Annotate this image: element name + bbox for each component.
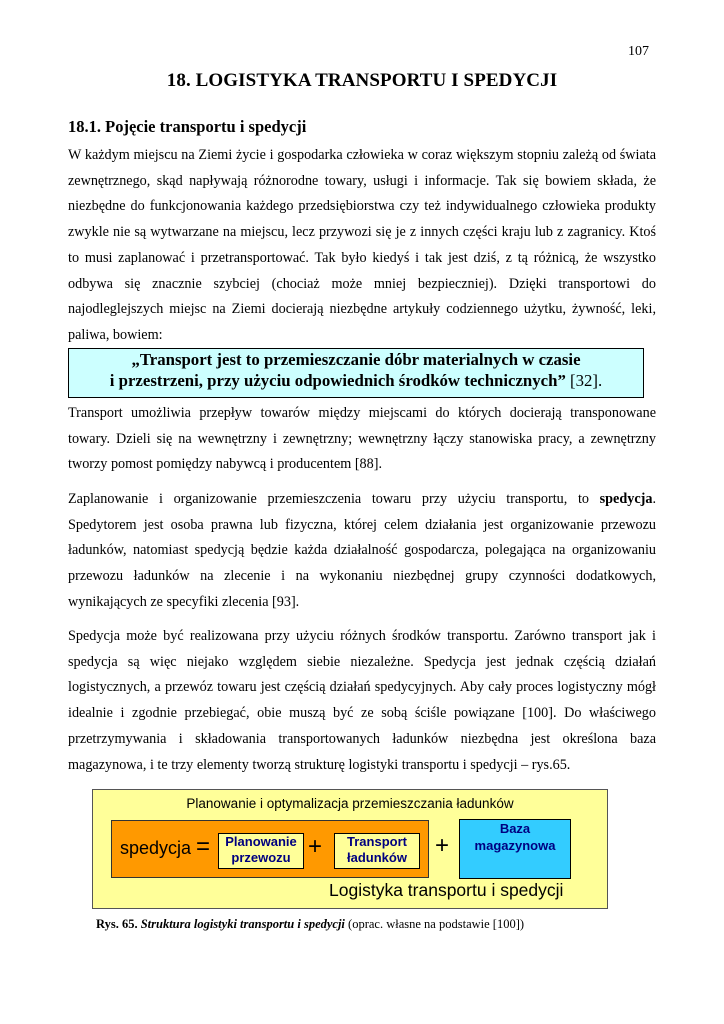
plus-sign-2: + bbox=[435, 832, 450, 859]
paragraph-transport: Transport umożliwia przepływ towarów między miejscami do których docierają transponowane towary. Dzieli się na wewnętrzny i zewnętrzny; wewnętrzny łączy stanowiska pracy, a zewnętrzny tworzy pomost pomiędzy nabywcą i producentem [88]. bbox=[68, 405, 656, 473]
diagram-top-label: Planowanie i optymalizacja przemieszczania ładunków bbox=[186, 796, 514, 811]
warehouse-box: Baza magazynowa bbox=[459, 819, 571, 879]
caption-title: Struktura logistyki transportu i spedycji bbox=[137, 917, 345, 931]
spedycja-panel bbox=[111, 820, 429, 878]
figure-caption bbox=[96, 917, 524, 932]
para3-before: Zaplanowanie i organizowanie przemieszczenia towaru przy użyciu transportu, to bbox=[68, 491, 600, 507]
caption-source: (oprac. własne na podstawie [100]) bbox=[344, 917, 525, 931]
planning-box: Planowanie przewozu bbox=[218, 833, 304, 869]
para3-bold-term: spedycja bbox=[599, 491, 653, 507]
equals-sign: = bbox=[196, 833, 211, 860]
definition-quote-box bbox=[68, 348, 644, 398]
transport-box: Transport ładunków bbox=[334, 833, 420, 869]
spedycja-label: spedycja bbox=[120, 838, 192, 858]
logistics-structure-diagram bbox=[92, 789, 608, 909]
chapter-title: 18. LOGISTYKA TRANSPORTU I SPEDYCJI bbox=[166, 70, 558, 91]
page-number: 107 bbox=[628, 44, 649, 59]
paragraph-logistics: Spedycja może być realizowana przy użyciu różnych środków transportu. Zarówno transport jak i spedycja są więc niejako względem siebie niezależne. Spedycja jest jednak częścią działań logistycznych, a przewóz towaru jest częścią działań spedycyjnych. Aby cały proces logistyczny mógł idealnie i zgodnie przebiegać, obie muszą być ze sobą ściśle powiązane [100]. Do właściwego przetrzymywania i składowania transportowanych ładunków niezbędna jest określona baza magazynowa, i te trzy elementy tworzą strukturę logistyki transportu i spedycji – rys.65. bbox=[68, 628, 656, 773]
section-title: 18.1. Pojęcie transportu i spedycji bbox=[68, 117, 307, 136]
paragraph-spedycja bbox=[68, 487, 656, 616]
quote-reference: [32]. bbox=[565, 371, 603, 390]
plus-sign-1: + bbox=[308, 833, 323, 860]
para3-after: . Spedytorem jest osoba prawna lub fizyczna, której celem działania jest organizowanie przewozu ładunków, natomiast spedycją będzie każda działalność gospodarcza, polegająca na organizowaniu przewozu ładunków na zlecenie i na wykonaniu niezbędnej grupy czynności dodatkowych, wynikających ze specyfiki zlecenia [93]. bbox=[68, 491, 656, 610]
paragraph-intro: W każdym miejscu na Ziemi życie i gospodarka człowieka w coraz większym stopniu zależą od świata zewnętrznego, skąd napływają różnorodne towary, usługi i informacje. Tak się bowiem składa, że niezbędne do funkcjonowania każdego przedsiębiorstwa czy też indywidualnego człowieka produkty zwykle nie są wytwarzane na miejscu, lecz przywozi się je z innych części kraju lub z zagranicy. Ktoś to musi zaplanować i przetransportować. Tak było kiedyś i tak jest dziś, z tą różnicą, że wszystko odbywa się znacznie szybciej (chociaż może mniej bezpieczniej). Dzięki transportowi do najodleglejszych miejsc na Ziemi docierają niezbędne artykuły codziennego użytku, żywność, leki, paliwa, bowiem: bbox=[68, 147, 656, 343]
caption-label: Rys. 65. bbox=[96, 917, 138, 931]
quote-line-1: „Transport jest to przemieszczanie dóbr materialnych w czasie bbox=[131, 350, 581, 369]
quote-line-2: i przestrzeni, przy użyciu odpowiednich środków technicznych” bbox=[109, 371, 566, 390]
diagram-bottom-label: Logistyka transportu i spedycji bbox=[329, 880, 564, 900]
